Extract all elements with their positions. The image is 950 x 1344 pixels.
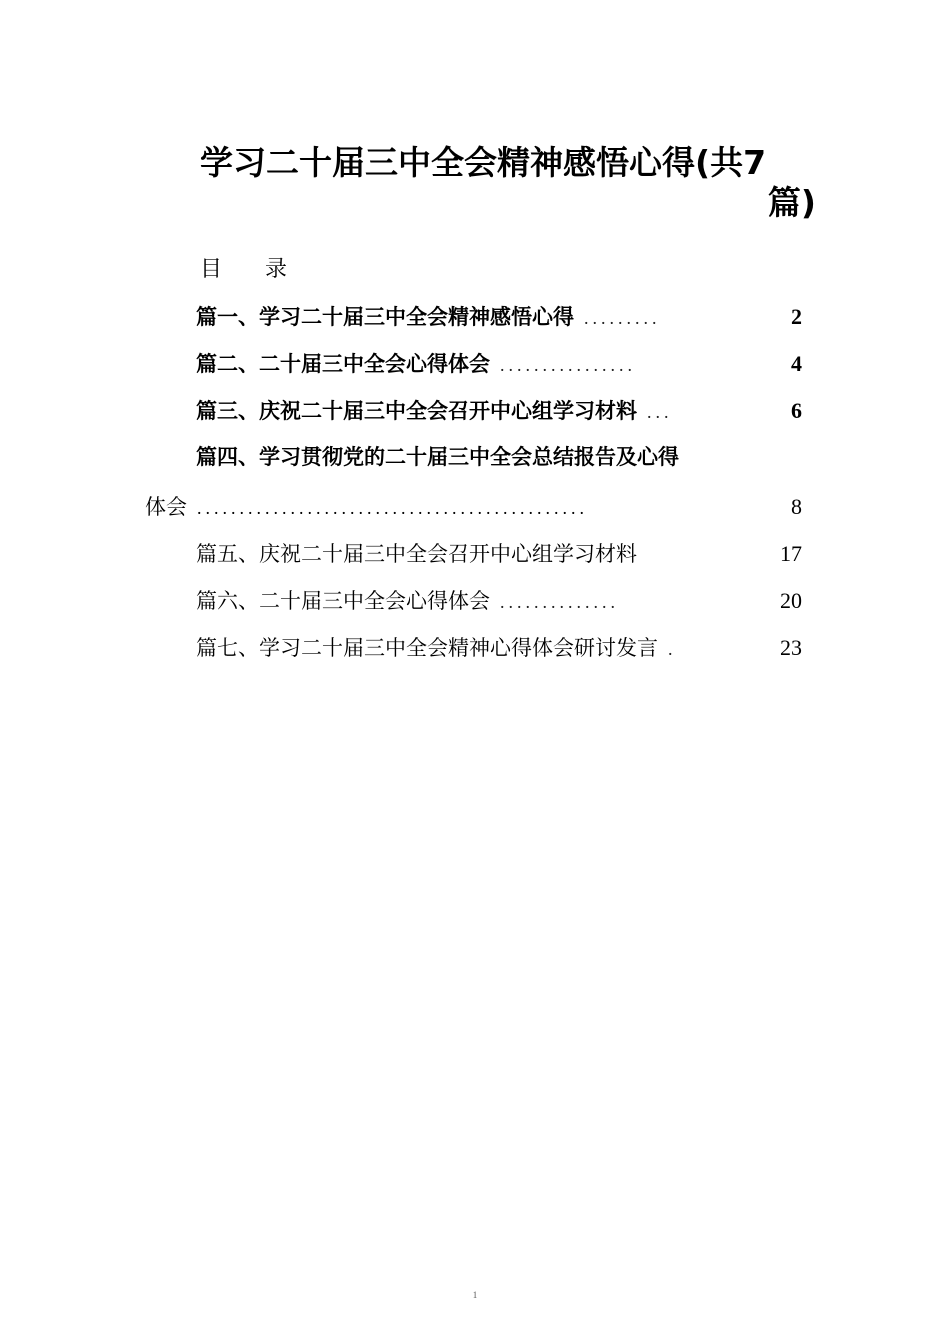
toc-entry-2[interactable] [196,347,802,381]
toc-dot-leader: ... [647,402,673,422]
toc-entry-6[interactable] [196,584,802,618]
toc-dot-leader: ................ [500,355,636,375]
toc-page-number: 4 [791,351,802,376]
toc-entry-3[interactable] [196,394,802,428]
toc-entry-label: 篇一、学习二十届三中全会精神感悟心得 [196,305,574,329]
document-title-line-1: 学习二十届三中全会精神感悟心得(共7 [200,143,767,182]
toc-page-number: 23 [780,635,802,660]
toc-heading: 目 录 [200,257,305,282]
toc-entry-4-line-1[interactable]: 篇四、学习贯彻党的二十届三中全会总结报告及心得 [196,445,679,469]
toc-entry-label: 篇六、二十届三中全会心得体会 [196,589,490,613]
toc-dot-leader: . [668,639,677,659]
toc-page-number: 2 [791,304,802,329]
toc-page-number: 17 [780,541,802,566]
toc-page-number: 20 [780,588,802,613]
toc-dot-leader: ......... [584,308,661,328]
toc-entry-4-line-2[interactable] [145,490,802,524]
toc-dot-leader: .............................................. [197,498,588,518]
toc-entry-label: 篇五、庆祝二十届三中全会召开中心组学习材料 [196,542,637,566]
toc-entry-label: 篇三、庆祝二十届三中全会召开中心组学习材料 [196,399,637,423]
toc-page-number: 6 [791,398,802,423]
toc-dot-leader: .............. [500,592,619,612]
toc-entry-1[interactable] [196,300,802,334]
toc-entry-7[interactable] [196,631,802,665]
document-title-line-2: 篇) [767,183,816,222]
footer-page-number: 1 [472,1290,478,1300]
toc-entry-5[interactable] [196,537,802,571]
toc-page-number: 8 [791,494,802,519]
toc-entry-label: 篇二、二十届三中全会心得体会 [196,352,490,376]
toc-entry-label: 篇七、学习二十届三中全会精神心得体会研讨发言 [196,636,658,660]
toc-entry-label: 体会 [145,495,187,519]
